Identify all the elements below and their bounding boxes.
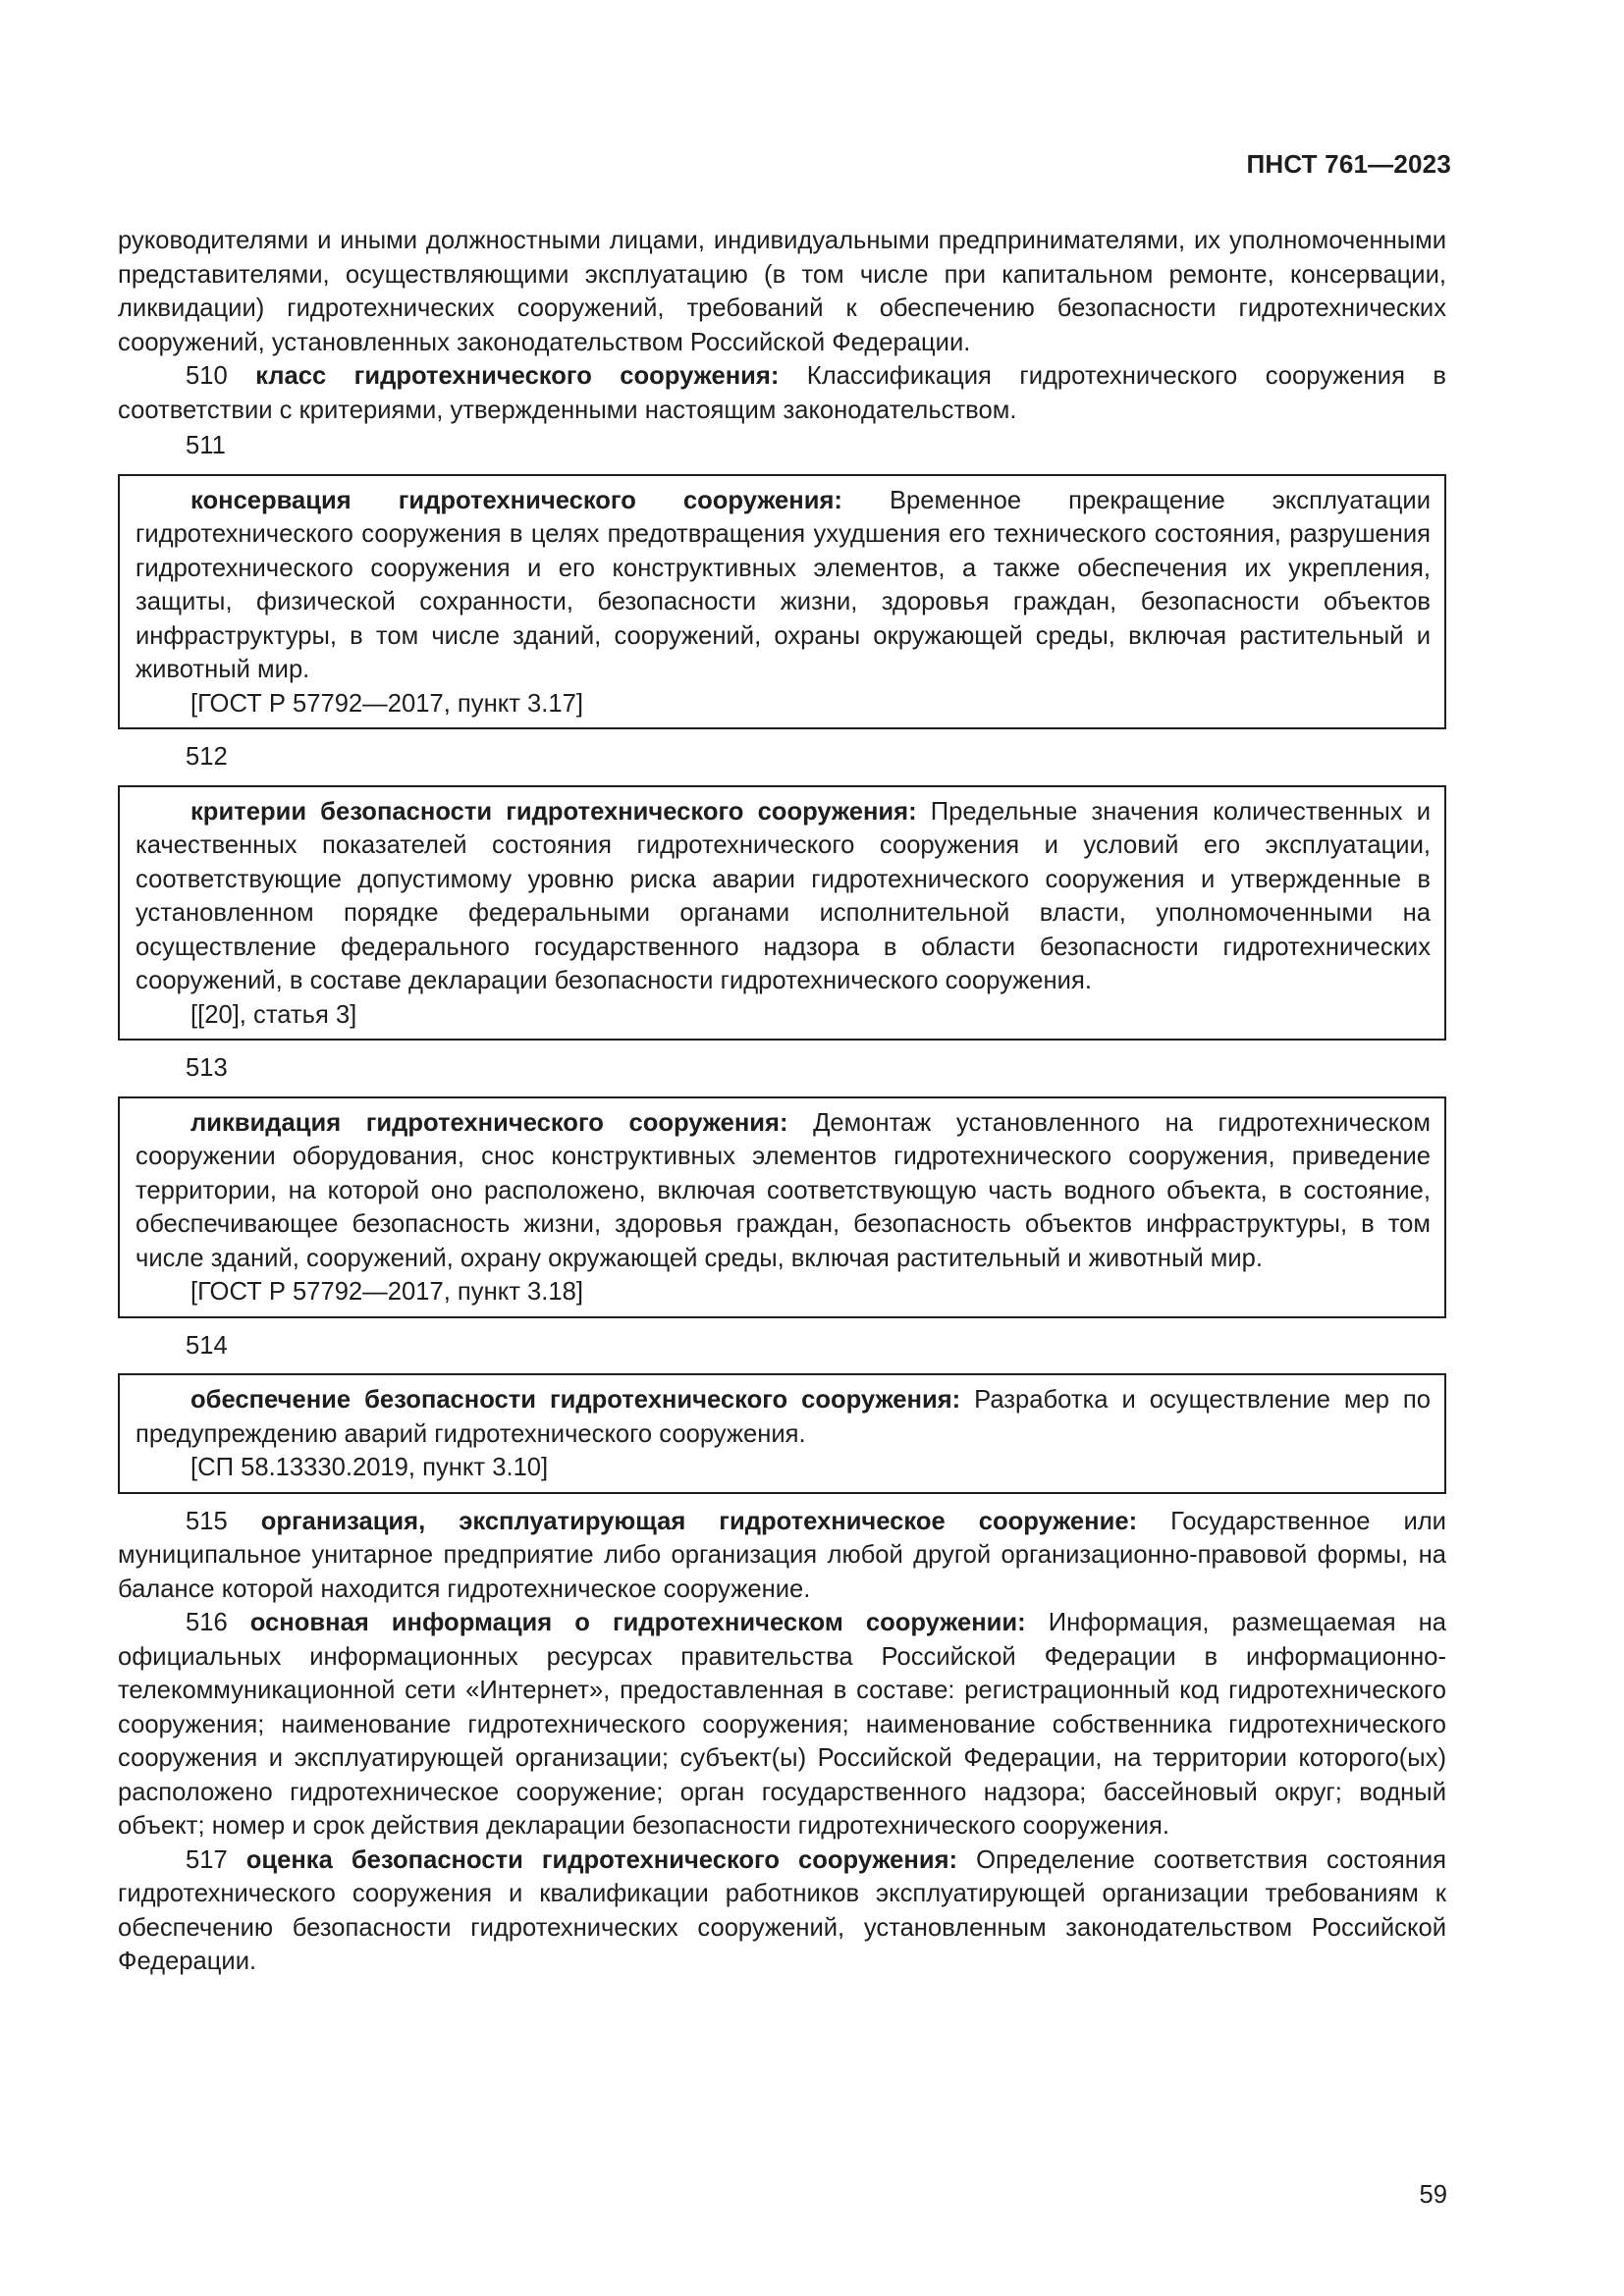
term-511-paragraph	[135, 484, 1431, 687]
term-514-box	[118, 1373, 1446, 1494]
term-510-title: класс гидротехнического сооружения:	[255, 362, 780, 390]
term-512-title: критерии безопасности гидротехнического сооружения:	[190, 797, 917, 826]
term-513-box	[118, 1096, 1446, 1318]
term-513-title: ликвидация гидротехнического сооружения:	[190, 1108, 788, 1137]
term-517-title: оценка безопасности гидротехнического сооружения:	[245, 1845, 958, 1874]
term-514-title: обеспечение безопасности гидротехнического сооружения:	[190, 1386, 961, 1414]
term-517-number: 517	[186, 1845, 228, 1874]
term-516-definition: Информация, размещаемая на официальных информационных ресурсах правительства Российской Федерации в информационно-телекоммуникационной сети «Интернет», предоставленная в составе: регистрационный код гидротехнического сооружения; наименование гидротехнического сооружения; наименование собственника гидротехнического сооружения и эксплуатирующей организации; субъект(ы) Российской Федерации, на территории которого(ых) расположено гидротехническое сооружение; орган государственного надзора; бассейновый округ; водный объект; номер и срок действия декларации безопасности гидротехнического сооружения.	[118, 1609, 1446, 1840]
document-body	[118, 224, 1446, 1979]
term-511-title: консервация гидротехнического сооружения:	[190, 486, 842, 514]
term-515-definition: Государственное или муниципальное унитарное предприятие либо организация любой другой организационно-правовой формы, на балансе которой находится гидротехническое сооружение.	[118, 1507, 1446, 1603]
term-512-definition: Предельные значения количественных и качественных показателей состояния гидротехнического сооружения и условий его эксплуатации, соответствующие допустимому уровню риска аварии гидротехнического сооружения и утвержденные в установленном порядке федеральными органами исполнительной власти, уполномоченными на осуществление федерального государственного надзора в области безопасности гидротехнических сооружений, в составе декларации безопасности гидротехнического сооружения.	[135, 797, 1431, 994]
term-517-paragraph	[118, 1843, 1446, 1979]
page-number: 59	[1419, 2181, 1447, 2209]
term-516-paragraph	[118, 1606, 1446, 1843]
term-513-source: [ГОСТ Р 57792—2017, пункт 3.18]	[190, 1278, 583, 1306]
term-510-paragraph	[118, 359, 1446, 427]
term-511-number: 511	[186, 432, 226, 459]
term-512-box	[118, 785, 1446, 1041]
document-code-header: ПНСТ 761—2023	[1246, 149, 1451, 179]
term-511-source: [ГОСТ Р 57792—2017, пункт 3.17]	[190, 689, 583, 718]
term-515-title: организация, эксплуатирующая гидротехническое сооружение:	[260, 1507, 1138, 1535]
term-515-paragraph	[118, 1505, 1446, 1607]
term-514-source: [СП 58.13330.2019, пункт 3.10]	[190, 1454, 549, 1481]
term-516-title: основная информация о гидротехническом сооружении:	[249, 1609, 1026, 1636]
term-517-definition: Определение соответствия состояния гидротехнического сооружения и квалификации работников эксплуатирующей организации требованиям к обеспечению безопасности гидротехнических сооружений, установленным законодательством Российской Федерации.	[118, 1845, 1446, 1975]
term-511-definition: Временное прекращение эксплуатации гидротехнического сооружения в целях предотвращения ухудшения его технического состояния, разрушения гидротехнического сооружения и его конструктивных элементов, а также обеспечения их укрепления, защиты, физической сохранности, безопасности жизни, здоровья граждан, безопасности объектов инфраструктуры, в том числе зданий, сооружений, охраны окружающей среды, включая растительный и животный мир.	[135, 486, 1431, 683]
term-514-number: 514	[186, 1331, 228, 1360]
term-514-definition: Разработка и осуществление мер по предупреждению аварий гидротехнического сооружения.	[135, 1386, 1431, 1448]
term-513-paragraph	[135, 1106, 1431, 1276]
term-514-paragraph	[135, 1383, 1431, 1451]
term-510-definition: Классификация гидротехнического сооружения в соответствии с критериями, утвержденными настоящим законодательством.	[118, 362, 1446, 424]
intro-paragraph: руководителями и иными должностными лицами, индивидуальными предпринимателями, их уполномоченными представителями, осуществляющими эксплуатацию (в том числе при капитальном ремонте, консервации, ликвидации) гидротехнических сооружений, требований к обеспечению безопасности гидротехнических сооружений, установленных законодательством Российской Федерации.	[118, 227, 1446, 356]
term-510-number: 510	[186, 362, 228, 390]
term-515-number: 515	[186, 1507, 228, 1535]
term-513-number: 513	[186, 1054, 228, 1082]
term-512-number: 512	[186, 743, 228, 771]
term-512-source: [[20], статья 3]	[190, 1000, 357, 1029]
term-516-number: 516	[186, 1609, 228, 1636]
term-513-definition: Демонтаж установленного на гидротехническом сооружении оборудования, снос конструктивных элементов гидротехнического сооружения, приведение территории, на которой оно расположено, включая соответствующую часть водного объекта, в состояние, обеспечивающее безопасность жизни, здоровья граждан, безопасность объектов инфраструктуры, в том числе зданий, сооружений, охрану окружающей среды, включая растительный и животный мир.	[135, 1108, 1431, 1272]
term-512-paragraph	[135, 795, 1431, 998]
term-511-box	[118, 474, 1446, 730]
